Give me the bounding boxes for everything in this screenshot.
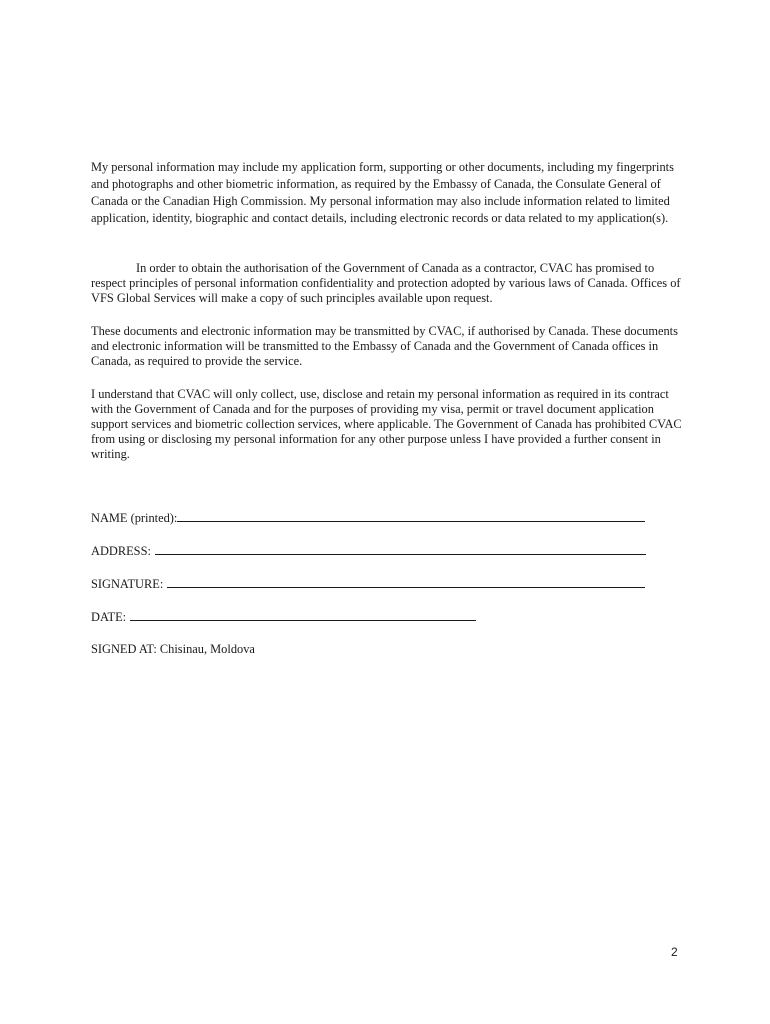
paragraph-personal-information: My personal information may include my application form, supporting or other documents, including my fingerprints and photographs and other biometric information, as required by the Embassy of Canada, the Consulate General of Canada or the Canadian High Commission. My personal information may also include information related to limited application, identity, biographic and contact details, including electronic records or data related to my application(s). <box>91 160 674 225</box>
paragraph-consent: I understand that CVAC will only collect, use, disclose and retain my personal information as required in its contract with the Government of Canada and for the purposes of providing my visa, permit or travel document application support services and biometric collection services, where applicable. The Government of Canada has prohibited CVAC from using or disclosing my personal information for any other purpose unless I have provided a further consent in writing. <box>91 387 682 461</box>
address-label: ADDRESS: <box>91 544 151 558</box>
signed-at-line: SIGNED AT: Chisinau, Moldova <box>91 642 255 656</box>
signature-label: SIGNATURE: <box>91 577 164 591</box>
name-blank-line <box>177 510 645 522</box>
signature-blank-line <box>167 576 645 588</box>
date-blank-line <box>130 609 476 621</box>
date-field <box>91 609 476 625</box>
address-blank-line <box>155 543 646 555</box>
paragraph-transmission: These documents and electronic information may be transmitted by CVAC, if authorised by Canada. These documents and electronic information will be transmitted to the Embassy of Canada and the Government of Canada offices in Canada, as required to provide the service. <box>91 324 678 368</box>
name-field <box>91 510 645 526</box>
name-label: NAME (printed): <box>91 511 178 525</box>
paragraph-authorisation: In order to obtain the authorisation of the Government of Canada as a contractor, CVAC has promised to respect principles of personal information confidentiality and protection adopted by various laws of Canada. Offices of VFS Global Services will make a copy of such principles available upon request. <box>91 261 681 305</box>
address-field <box>91 543 646 559</box>
date-label: DATE: <box>91 610 127 624</box>
page-number: 2 <box>671 945 678 959</box>
signature-field <box>91 576 645 592</box>
